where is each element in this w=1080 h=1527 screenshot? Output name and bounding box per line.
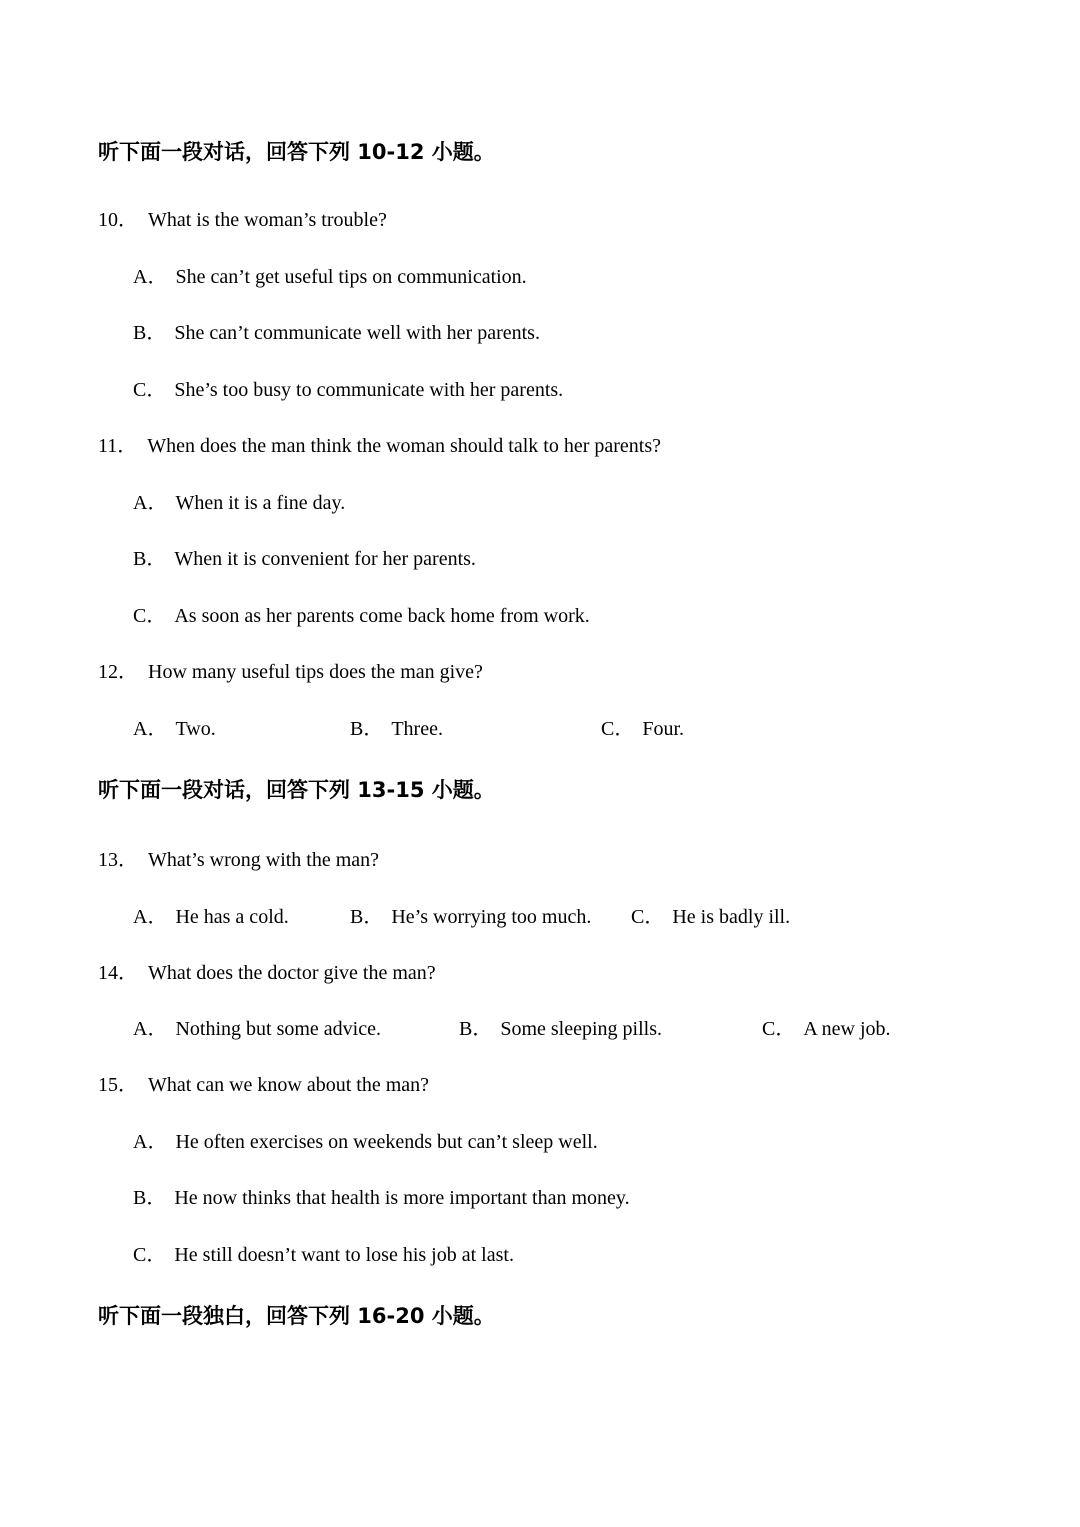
- question-number: 11．: [98, 435, 138, 457]
- option-text: When it is a fine day.: [175, 492, 346, 514]
- option-text: Two.: [175, 718, 216, 740]
- option-text: He’s worrying too much.: [391, 906, 592, 928]
- option-letter: A．: [133, 492, 168, 514]
- option-c: [601, 716, 684, 742]
- question-text: How many useful tips does the man give?: [148, 661, 483, 683]
- option-text: When it is convenient for her parents.: [174, 548, 476, 570]
- section-heading: 听下面一段对话，回答下列 13-15 小题。: [98, 778, 495, 802]
- option-text: She can’t get useful tips on communication.: [175, 266, 527, 288]
- option-letter: C．: [631, 906, 665, 928]
- option-text: Three.: [391, 718, 443, 740]
- option-text: She can’t communicate well with her parents.: [174, 322, 540, 344]
- option-a: [133, 1016, 381, 1042]
- option-b: [133, 320, 540, 346]
- option-b: [459, 1016, 662, 1042]
- question-10: [98, 207, 387, 233]
- option-letter: B．: [133, 548, 167, 570]
- option-text: He has a cold.: [175, 906, 289, 928]
- option-letter: C．: [133, 1244, 167, 1266]
- option-c: [631, 904, 790, 930]
- option-c: [762, 1016, 891, 1042]
- question-15: [98, 1072, 429, 1098]
- option-text: Nothing but some advice.: [175, 1018, 381, 1040]
- option-letter: A．: [133, 906, 168, 928]
- option-a: [133, 904, 289, 930]
- option-b: [350, 716, 443, 742]
- question-12: [98, 659, 483, 685]
- option-letter: B．: [133, 322, 167, 344]
- option-c: [133, 603, 590, 629]
- option-letter: A．: [133, 266, 168, 288]
- option-a: [133, 490, 345, 516]
- option-letter: B．: [459, 1018, 493, 1040]
- option-letter: C．: [133, 379, 167, 401]
- option-letter: A．: [133, 718, 168, 740]
- option-a: [133, 716, 216, 742]
- option-letter: A．: [133, 1131, 168, 1153]
- question-text: When does the man think the woman should talk to her parents?: [147, 435, 662, 457]
- option-letter: C．: [133, 605, 167, 627]
- option-letter: B．: [350, 718, 384, 740]
- option-b: [133, 1185, 630, 1211]
- option-letter: A．: [133, 1018, 168, 1040]
- option-text: He often exercises on weekends but can’t sleep well.: [175, 1131, 598, 1153]
- option-text: A new job.: [803, 1018, 891, 1040]
- question-text: What can we know about the man?: [148, 1074, 430, 1096]
- option-letter: C．: [762, 1018, 796, 1040]
- option-b: [350, 904, 591, 930]
- option-text: She’s too busy to communicate with her parents.: [174, 379, 564, 401]
- option-text: He still doesn’t want to lose his job at last.: [174, 1244, 514, 1266]
- option-a: [133, 1129, 598, 1155]
- option-text: Four.: [642, 718, 685, 740]
- option-a: [133, 264, 527, 290]
- question-13: [98, 847, 379, 873]
- question-text: What’s wrong with the man?: [148, 849, 380, 871]
- option-text: As soon as her parents come back home from work.: [174, 605, 590, 627]
- option-c: [133, 377, 563, 403]
- option-text: He now thinks that health is more important than money.: [174, 1187, 630, 1209]
- option-c: [133, 1242, 514, 1268]
- option-text: Some sleeping pills.: [500, 1018, 663, 1040]
- section-heading: 听下面一段独白，回答下列 16-20 小题。: [98, 1304, 495, 1328]
- option-b: [133, 546, 476, 572]
- question-14: [98, 960, 436, 986]
- section-heading: 听下面一段对话，回答下列 10-12 小题。: [98, 140, 495, 164]
- question-number: 13．: [98, 849, 138, 871]
- question-number: 10．: [98, 209, 138, 231]
- option-letter: C．: [601, 718, 635, 740]
- question-number: 15．: [98, 1074, 138, 1096]
- option-letter: B．: [350, 906, 384, 928]
- question-text: What does the doctor give the man?: [148, 962, 436, 984]
- question-number: 14．: [98, 962, 138, 984]
- question-text: What is the woman’s trouble?: [148, 209, 387, 231]
- option-letter: B．: [133, 1187, 167, 1209]
- option-text: He is badly ill.: [672, 906, 791, 928]
- question-number: 12．: [98, 661, 138, 683]
- question-11: [98, 433, 661, 459]
